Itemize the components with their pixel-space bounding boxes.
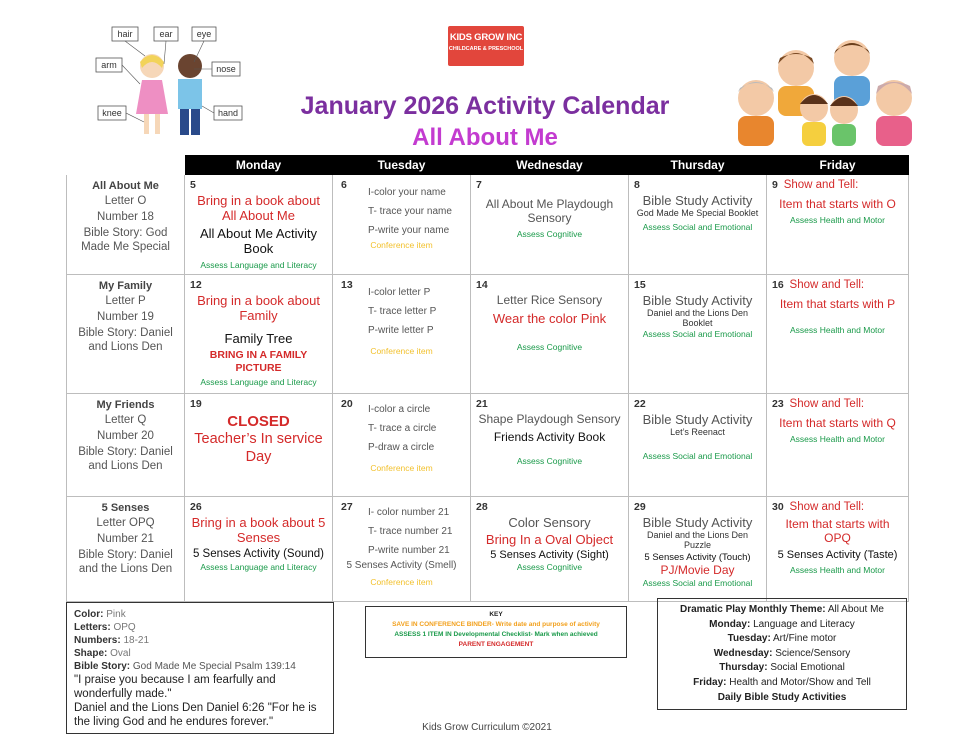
weekly-theme-box: Dramatic Play Monthly Theme: All About Me Monday: Language and Literacy Tuesday: Art/Fine motor Wednesday: Science/Sensory Thursday: Social Emotional Friday: Health and Motor/Show and Tell Daily Bible Study Activities: [657, 598, 907, 710]
conference-label: Conference item: [370, 463, 433, 473]
week-info-cell: My Family Letter P Number 19 Bible Story: Daniel and Lions Den: [67, 275, 185, 394]
day-number: 27: [341, 501, 353, 513]
label-nose: nose: [216, 64, 236, 74]
day-number: 12: [190, 279, 202, 291]
header-thursday: Thursday: [629, 156, 767, 175]
day-cell: 5 Bring in a book about All About Me All About Me Activity Book Assess Language and Literacy: [185, 175, 333, 275]
family-illustration: [726, 28, 922, 146]
day-number: 8: [634, 179, 640, 191]
day-cell: 28 Color Sensory Bring In a Oval Object 5 Senses Activity (Sight) Assess Cognitive: [471, 497, 629, 602]
assess-label: Assess Cognitive: [516, 342, 583, 352]
day-number: 21: [476, 398, 488, 410]
page-title: January 2026 Activity Calendar: [300, 92, 670, 120]
day-number: 13: [341, 279, 353, 291]
assess-label: Assess Social and Emotional: [642, 578, 753, 588]
calendar-header-row: [67, 156, 909, 175]
label-ear: ear: [159, 29, 173, 39]
activity-calendar: [66, 155, 909, 602]
day-cell: 6 I-color your name T- trace your name P-write your name Conference item: [333, 175, 471, 275]
footer-copyright: Kids Grow Curriculum ©2021: [422, 722, 552, 733]
day-cell: 21 Shape Playdough Sensory Friends Activity Book Assess Cognitive: [471, 394, 629, 497]
page-subtitle: All About Me: [412, 124, 558, 151]
day-number: 23: [772, 398, 784, 410]
header-blank: [67, 156, 185, 175]
body-parts-illustration: [90, 22, 250, 142]
day-number: 19: [190, 398, 202, 410]
day-number: 7: [476, 179, 482, 191]
header-wednesday: Wednesday: [471, 156, 629, 175]
day-cell: 14 Letter Rice Sensory Wear the color Pink Assess Cognitive: [471, 275, 629, 394]
assess-label: Assess Cognitive: [516, 229, 583, 239]
assess-label: Assess Language and Literacy: [200, 260, 317, 270]
assess-label: Assess Social and Emotional: [642, 222, 753, 232]
assess-label: Assess Social and Emotional: [642, 451, 753, 461]
label-hand: hand: [217, 108, 239, 118]
day-cell: 29 Bible Study Activity Daniel and the Lions Den Puzzle 5 Senses Activity (Touch) PJ/Movie Day Assess Social and Emotional: [629, 497, 767, 602]
header-tuesday: Tuesday: [333, 156, 471, 175]
assess-label: Assess Language and Literacy: [200, 377, 317, 387]
day-number: 26: [190, 501, 202, 513]
day-number: 22: [634, 398, 646, 410]
week-info-cell: All About Me Letter O Number 18 Bible Story: God Made Me Special: [67, 175, 185, 275]
week-row: [67, 175, 909, 275]
assess-label: Assess Health and Motor: [790, 325, 885, 335]
key-legend: KEY SAVE IN CONFERENCE BINDER- Write date and purpose of activity ASSESS 1 ITEM IN Developmental Checklist- Mark when achieved PARENT ENGAGEMENT: [365, 606, 627, 658]
week-row: [67, 275, 909, 394]
day-number: 14: [476, 279, 488, 291]
day-number: 16: [772, 279, 784, 291]
day-number: 15: [634, 279, 646, 291]
assess-label: Assess Health and Motor: [790, 215, 885, 225]
day-number: 6: [341, 179, 347, 191]
day-cell: 19 CLOSED Teacher’s In service Day: [185, 394, 333, 497]
day-cell: 9 Show and Tell: Item that starts with O Assess Health and Motor: [767, 175, 909, 275]
assess-label: Assess Language and Literacy: [200, 562, 317, 572]
label-eye: eye: [196, 29, 212, 39]
assess-label: Assess Health and Motor: [790, 434, 885, 444]
conference-label: Conference item: [370, 346, 433, 356]
assess-label: Assess Cognitive: [516, 456, 583, 466]
day-cell: 15 Bible Study Activity Daniel and the Lions Den Booklet Assess Social and Emotional: [629, 275, 767, 394]
week-info-cell: 5 Senses Letter OPQ Number 21 Bible Story: Daniel and the Lions Den: [67, 497, 185, 602]
day-number: 29: [634, 501, 646, 513]
day-cell: 26 Bring in a book about 5 Senses 5 Senses Activity (Sound) Assess Language and Literacy: [185, 497, 333, 602]
day-cell: 12 Bring in a book about Family Family Tree BRING IN A FAMILY PICTURE Assess Language and Literacy: [185, 275, 333, 394]
day-cell: 20 I-color a circle T- trace a circle P-draw a circle Conference item: [333, 394, 471, 497]
label-hair: hair: [117, 29, 133, 39]
header-monday: Monday: [185, 156, 333, 175]
day-number: 30: [772, 501, 784, 513]
day-cell: 30 Show and Tell: Item that starts with OPQ 5 Senses Activity (Taste) Assess Health and Motor: [767, 497, 909, 602]
day-cell: 13 I-color letter P T- trace letter P P-write letter P Conference item: [333, 275, 471, 394]
assess-label: Assess Health and Motor: [790, 565, 885, 575]
day-number: 5: [190, 179, 196, 191]
assess-label: Assess Cognitive: [516, 562, 583, 572]
week-row: [67, 394, 909, 497]
day-cell: 27 I- color number 21 T- trace number 21 P-write number 21 5 Senses Activity (Smell) Conference item: [333, 497, 471, 602]
day-cell: 23 Show and Tell: Item that starts with Q Assess Health and Motor: [767, 394, 909, 497]
day-cell: 8 Bible Study Activity God Made Me Special Booklet Assess Social and Emotional: [629, 175, 767, 275]
day-cell: 16 Show and Tell: Item that starts with P Assess Health and Motor: [767, 275, 909, 394]
label-arm: arm: [101, 60, 117, 70]
conference-label: Conference item: [370, 577, 433, 587]
week-info-cell: My Friends Letter Q Number 20 Bible Story: Daniel and Lions Den: [67, 394, 185, 497]
header-friday: Friday: [767, 156, 909, 175]
conference-label: Conference item: [370, 240, 433, 250]
kids-grow-logo: KIDS GROW INC CHILDCARE & PRESCHOOL: [448, 26, 524, 66]
day-cell: 7 All About Me Playdough Sensory Assess Cognitive: [471, 175, 629, 275]
day-number: 20: [341, 398, 353, 410]
assess-label: Assess Social and Emotional: [642, 329, 753, 339]
day-cell: 22 Bible Study Activity Let’s Reenact Assess Social and Emotional: [629, 394, 767, 497]
day-number: 9: [772, 179, 778, 191]
label-knee: knee: [102, 108, 122, 118]
monthly-info-box: Color: Pink Letters: OPQ Numbers: 18-21 Shape: Oval Bible Story: God Made Me Special Psalm 139:14 "I praise you because I am fearfully and wonderfully made." Daniel and the Lions Den Daniel 6:26 "For he is the living God and he endures forever.": [66, 602, 334, 734]
day-number: 28: [476, 501, 488, 513]
week-row: [67, 497, 909, 602]
